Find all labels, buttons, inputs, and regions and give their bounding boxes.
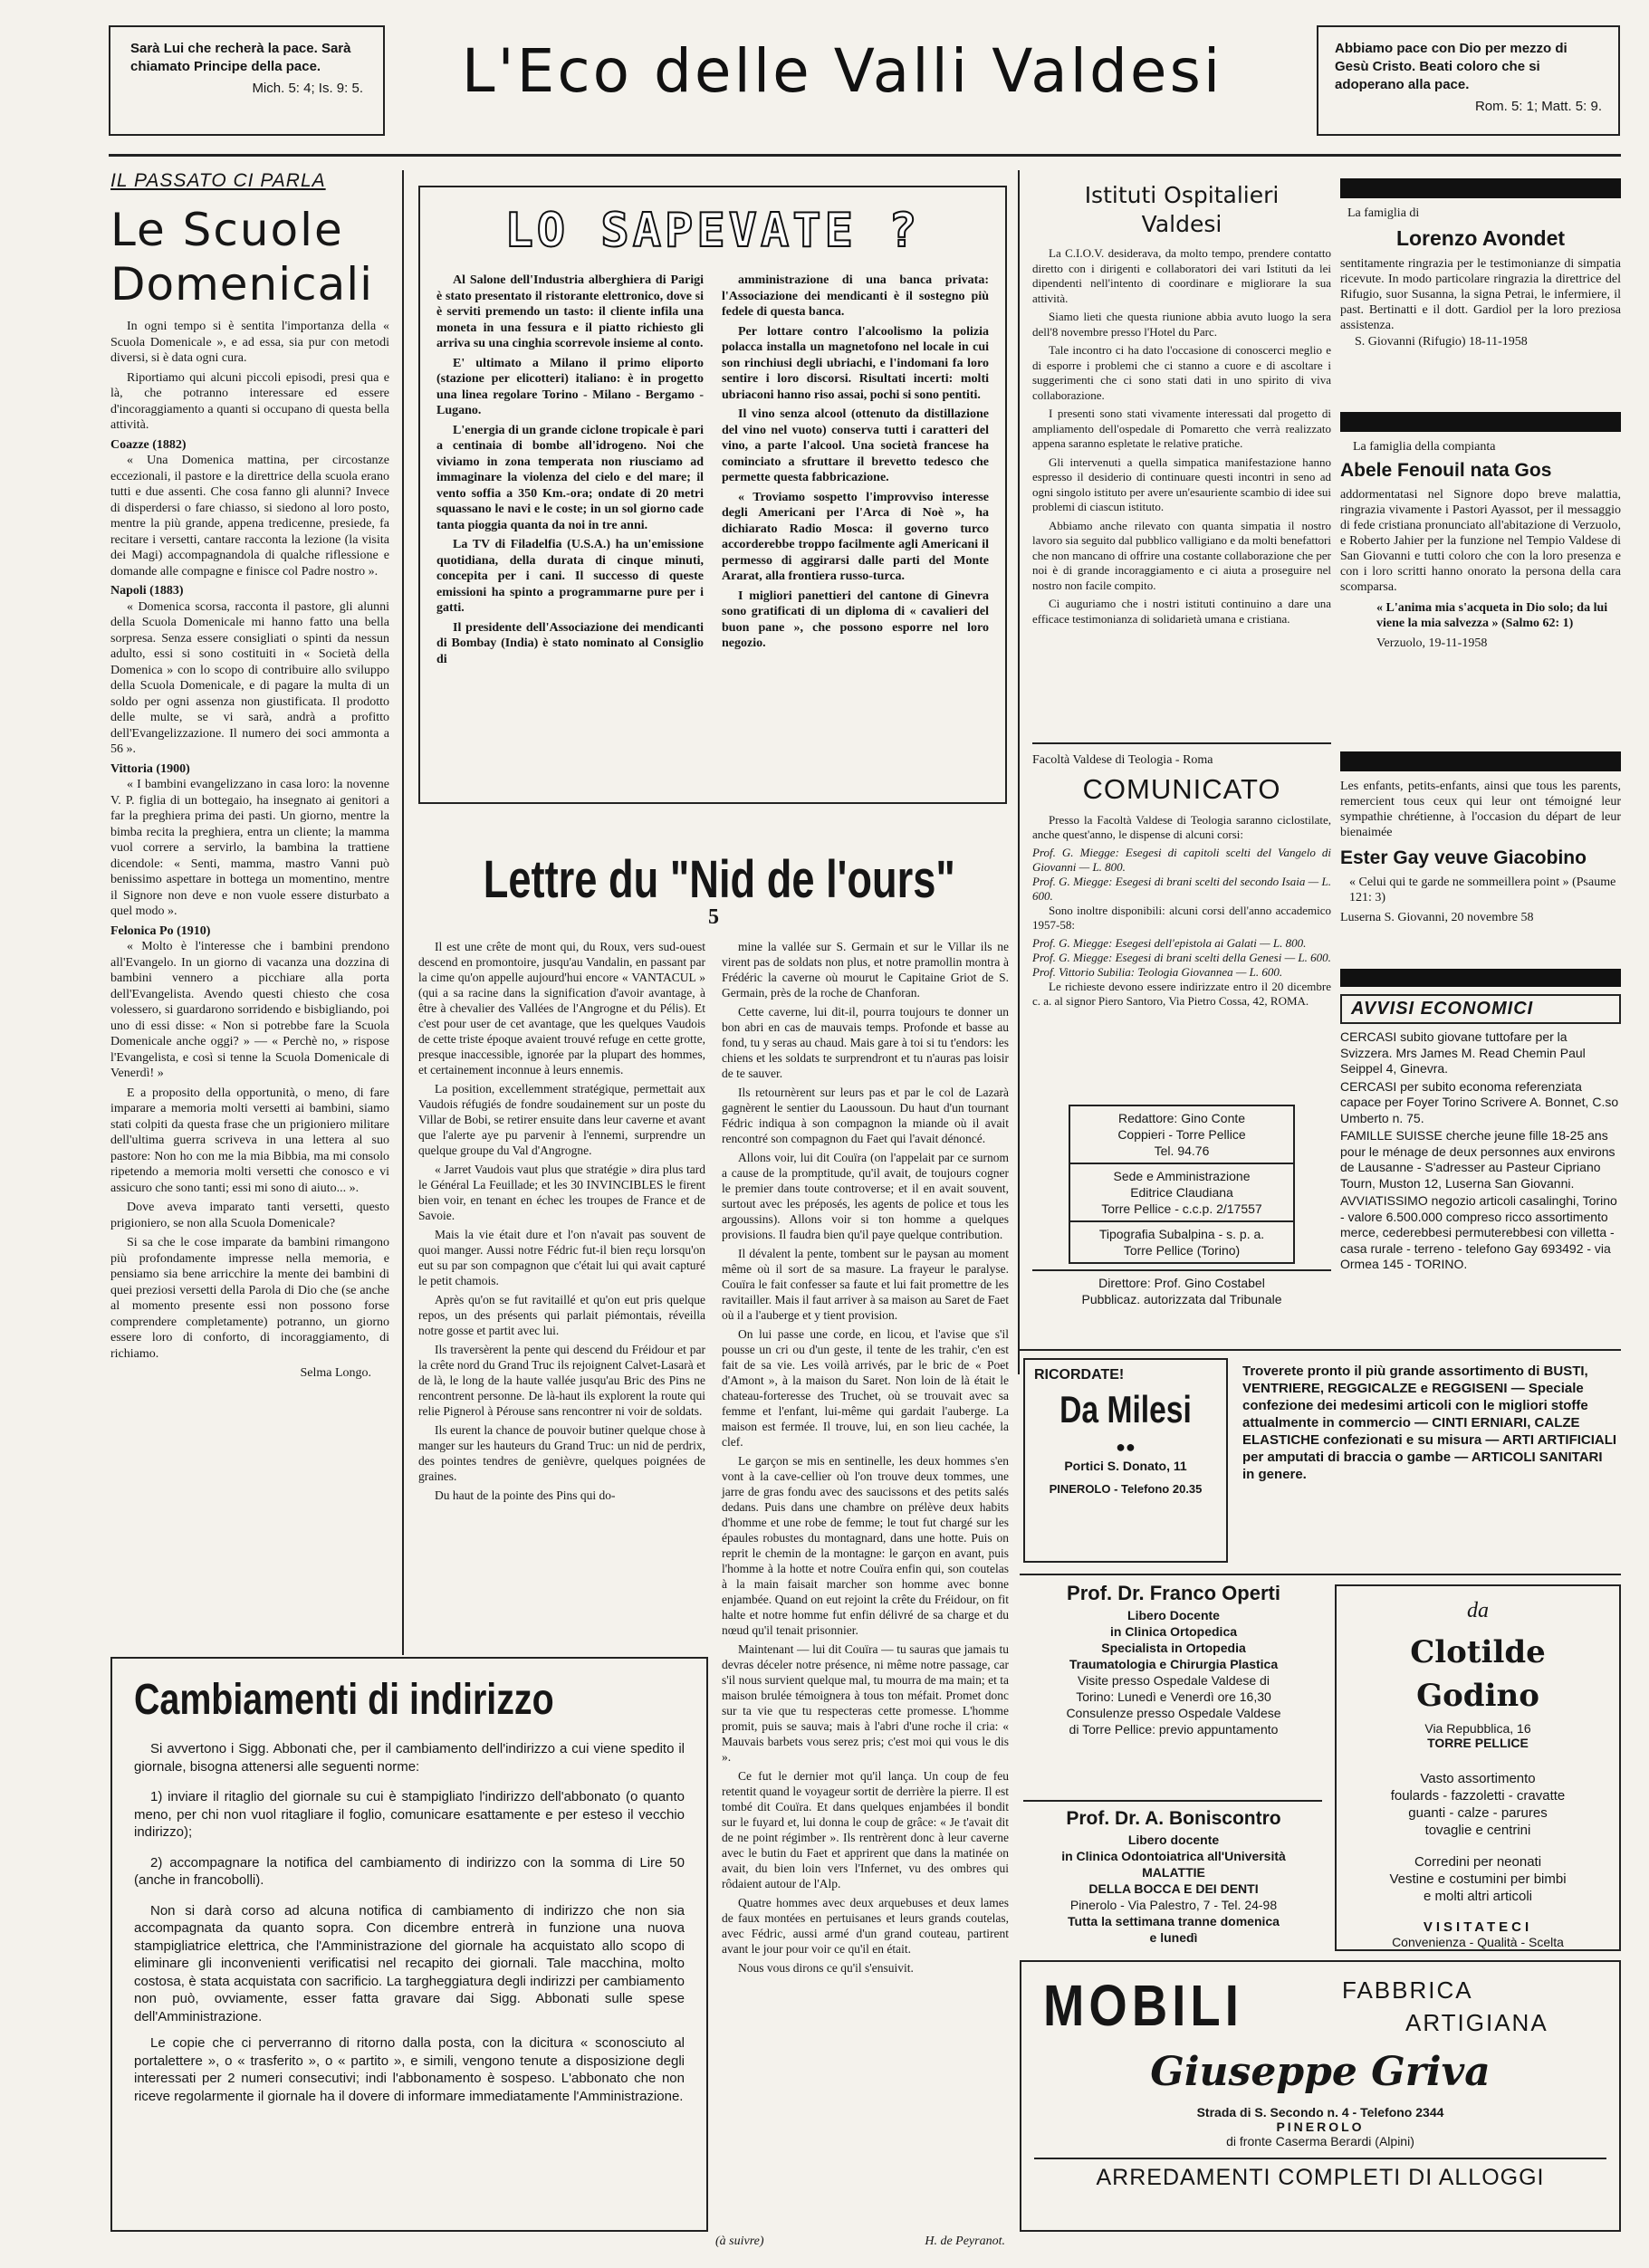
sapevate-title: LO SAPEVATE ? xyxy=(504,204,921,258)
godino-line: Vestine e costumini per bimbi xyxy=(1389,1871,1567,1887)
lettre-footer xyxy=(715,2235,1005,2249)
sapevate-item: I migliori panettieri del cantone di Ginevra sono gratificati di un diploma di « cavalieri del buon pane », che possono esporre nel loro negozio. xyxy=(722,589,989,650)
lettre-para: « Jarret Vaudois vaut plus que stratégie » dira plus tard le Général La Feuillade; et les 30 INVINCIBLES le firent bien voir, en tenant en échec les troupes de France et de Savoie. xyxy=(418,1163,705,1222)
mobili-fabbrica: FABBRICA xyxy=(1342,1976,1473,2004)
redazione-line: Editrice Claudiana xyxy=(1130,1185,1233,1200)
cambiamenti-box xyxy=(110,1657,708,2232)
lettre-number: 5 xyxy=(708,905,719,929)
cambiamenti-title: Cambiamenti di indirizzo xyxy=(134,1676,554,1724)
operti-line: in Clinica Ortopedica xyxy=(1109,1624,1238,1639)
godino-name: Clotilde Godino xyxy=(1410,1634,1546,1714)
mobili-ad xyxy=(1020,1960,1621,2232)
cambiamenti-para: Non si darà corso ad alcuna notifica di cambiamento di indirizzo che non sia accompagnata da quanto sopra. Con dicembre entrerà in funzione una nuova stampigliatrice elettrica, che l'Amministrazione del giornale ha acquistato allo scopo di eliminare gli inconvenienti verificatisi nel recapito dei giornali. Tale macchina, molto costosa, è stata acquistata con sacrificio. La targheggiatura degli indirizzi per cambiamento non può, ovviamente, esser fatta gravare dai Sigg. Abbonati sulle spese dell'Amministrazione. xyxy=(134,1902,685,2024)
sapevate-item: L'energia di un grande ciclone tropicale è pari a centinaia di bombe all'idrogeno. Noi che viviamo in zona temperata non riusciamo ad immaginare la violenza del cielo e del mare; il vento soffia a 350 Km.-ora; ondate di 20 metri squassano le navi e le coste; in un sol giorno cade tanta pioggia quanta da noi in tre anni. xyxy=(436,423,704,532)
istituti-article xyxy=(1032,181,1331,630)
scuole-title-1: Le Scuole xyxy=(110,204,344,256)
right-quote-ref: Rom. 5: 1; Matt. 5: 9. xyxy=(1474,99,1602,114)
scuole-para: « Una Domenica mattina, per circostanze eccezionali, il pastore e la direttrice della scuola erano tutti e due assenti. Che cosa fanno gli alunni? Invece di disperdersi o fare chiasso, si siedono al loro posto, mentre la più grande, appena tredicenne, presiede, fa recitare i versetti, cantare racconta la lezione (la visita dei Magi) accompagnandola di qualche riflessione e domande alle compagne e finisce col Padre nostro ». xyxy=(110,454,389,579)
left-quote-ref: Mich. 5: 4; Is. 9: 5. xyxy=(252,81,363,96)
operti-line: di Torre Pellice: previo appuntamento xyxy=(1069,1722,1279,1737)
facolta-body xyxy=(1032,813,1331,1009)
masthead-divider xyxy=(109,154,1621,157)
boniscontro-line: MALATTIE xyxy=(1142,1865,1205,1880)
milesi-name: Da Milesi xyxy=(1059,1388,1192,1431)
scuole-subhead: Vittoria (1900) xyxy=(110,761,190,776)
scuole-para: Si sa che le cose imparate da bambini rimangono più profondamente impresse nella memoria, e pensiamo sia bene arricchire la mente dei bambini di quei preziosi versetti della Parola di Dio che (se anche al momento presente essi non possono forse comprendere completamente) potranno, un giorno essere loro di conforto, di incoraggiamento, di richiamo. xyxy=(110,1236,389,1361)
lettre-para: Maintenant — lui dit Couïra — tu sauras que jamais tu devras déceler notre présence, ni même notre passage, car s'il nous survient quelque mal, tu mourra de ma main; et ta maison brulée témoignera à tous ton méfait. Promet donc sur ta vie que tu respecteras cette promesse. L'homme promit, puis se sauva; mais à l'abri d'une roche il cria: « Mauvais barbets vous serez pris; c'est moi qui vous le dis ». xyxy=(722,1642,1009,1764)
istituti-para: Tale incontro ci ha dato l'occasione di conoscerci meglio e di esporre i problemi che ci stanno a cuore e di ascoltare i suggerimenti che ci sono stati dati in uno spirito di viva collaborazione. xyxy=(1032,343,1331,402)
lettre-para: Il dévalent la pente, tombent sur le paysan au moment même où il sort de sa masure. La frayeur le paralyse. Couïra le fait confesser sa faute et lui fait promettre de les ravitailler. Mais il faut arriver à sa maison au Saret de Faet où il a l'auberge et y tient provision. xyxy=(722,1247,1009,1322)
left-quote-box xyxy=(109,25,385,136)
lettre-para: Ils traversèrent la pente qui descend du Fréidour et par la crête nord du Grand Truc ils rejoignent Calvet-Lasarà et de là, le long de la haute vallée jusqu'au Bric des Pins ne rencontrent personne. De là-haut ils explorent la route qui relie Pignerol à Pérouse sans rencontrer ni voir de soldats. xyxy=(418,1343,705,1418)
redazione-line: Torre Pellice - c.c.p. 2/17557 xyxy=(1101,1201,1262,1216)
sapevate-box xyxy=(418,186,1007,804)
mobili-footer: ARREDAMENTI COMPLETI DI ALLOGGI xyxy=(1034,2158,1606,2191)
godino-tagline: Convenienza - Qualità - Scelta xyxy=(1392,1935,1564,1949)
milesi-city: PINEROLO - Telefono 20.35 xyxy=(1049,1482,1203,1496)
sapevate-col-2 xyxy=(722,273,989,671)
milesi-dots-icon: ●● xyxy=(1116,1438,1136,1456)
redazione-line: Redattore: Gino Conte xyxy=(1117,1111,1246,1125)
boniscontro-line: Tutta la settimana tranne domenica xyxy=(1068,1914,1280,1928)
scuole-para: In ogni tempo si è sentita l'importanza della « Scuola Domenicale », e ad essa, sia pur con metodi diversi, si è data ogni cura. xyxy=(110,320,389,365)
lettre-para: Cette caverne, lui dit-il, pourra toujours te donner un bon abri en cas de mauvais temps. Profonde et basse au fond, tu y seras au chaud. Mais gare à toi si tu t'endors: les chiens et les soldats te surprendront et tu n'auras pas loisir de te sauver. xyxy=(722,1005,1009,1080)
lettre-para: Ce fut le dernier mot qu'il lança. Un coup de feu retentit quand le voyageur sortit de derrière la pierre. Il est tombé dit Couïra. Et dans quelques enjambées il bondit sur le fuyard et, lui donna le coup de grâce: « Je t'avait dit de ne point régimber ». Ils rentrèrent donc à leur caverne avec le butin du Faet et apprirent que dans la matinée on avait, du bien loin vers l'Infernet, vu des ombres qui rôdaient autour de l'Alp. xyxy=(722,1769,1009,1890)
scuole-para: E a proposito della opportunità, o meno, di fare imparare a memoria molti versetti ai bambini, siamo stati colpiti da questa frase che un prigioniero militare dell'ultima guerra scriveva in una lettera al suo pastore: Non ho con me la mia Bibbia, ma mi consolo ripetendo a memoria molti versetti che conosco e vi assicuro che sono tanti; essi mi sono di aiuto... ». xyxy=(110,1086,389,1195)
sapevate-item: Il presidente dell'Associazione dei mendicanti di Bombay (India) è stato nominato al Consiglio di xyxy=(436,620,704,666)
avvisi-item: AVVIATISSIMO negozio articoli casalinghi, Torino - valore 6.500.000 compreso ricco assortimento merce, cederebbesi permuterebbesi con villetta - casa rurale - terreno - telefono Gay 693492 - via Ormea 145 - TORINO. xyxy=(1340,1193,1617,1271)
right-quote-box xyxy=(1317,25,1620,136)
sapevate-item: Per lottare contro l'alcoolismo la polizia polacca installa un magnetofono nel locale in cui son rinchiusi degli ubriachi, e l'indomani fa loro sentire i loro discorsi. Risultati incerti: molti ubriaconi hanno riso assai, pochi si sono pentiti. xyxy=(722,324,989,402)
facolta-line: Prof. Vittorio Subilia: Teologia Giovannea — L. 600. xyxy=(1032,965,1283,979)
lettre-para: Quatre hommes avec deux arquebuses et deux lames de faux montées en pertuisanes et leurs grands coutelas, avec Fédric, aussi armé d'un grand couteau, partirent avant le jour pour voir ce qu'il en était. xyxy=(722,1896,1009,1956)
godino-line: tovaglie e centrini xyxy=(1424,1823,1531,1838)
mourning-bar xyxy=(1340,969,1621,987)
lettre-para: Le garçon se mis en sentinelle, les deux hommes s'en vont à la cave-cellier où l'on trouve deux tommes, une jarre de gras fondu avec des saucissons et des petits salés dedans. Puis dans une chambre on prélève deux habits d'homme et une robe de femme; le tout fut chargé sur les épaules robustes du montagnard, dans une hotte. Puis on reprit le chemin de la montagne: le garçon en avant, puis l'homme à la hotte et notre Couïra enfin qui, son coutelas à la main faisait marcher son homme avec bonne enjambée. Quand on eut rejoint la crête du Fréidour, on fit halte et notre homme fut enfin délivré de sa charge et du nœud qu'il tenait prisonnier. xyxy=(722,1454,1009,1637)
avvisi-title: AVVISI ECONOMICI xyxy=(1340,994,1621,1024)
lettre-para: Allons voir, lui dit Couïra (on l'appelait par ce surnom a cause de la promptitude, qu'il avait, de toujours cogner le premier dans toute controverse; et il en avait souvent, surtout avec les préposés, les agents de police et tous les argoussins). Allons voir si ton homme a quelques provisions. Il faudra bien qu'il paye quelque contribution. xyxy=(722,1151,1009,1241)
operti-line: Specialista in Ortopedia xyxy=(1101,1641,1246,1655)
gay-text: Les enfants, petits-enfants, ainsi que tous les parents, remercient tous ceux qui leur ont témoigné leur sympathie chrétienne, à l'occasion du départ de leur bienaimée xyxy=(1340,780,1621,839)
mobili-owner: Giuseppe Griva xyxy=(1150,2049,1491,2095)
section-rule xyxy=(1020,1574,1621,1575)
lettre-para: Nous vous dirons ce qu'il s'ensuivit. xyxy=(738,1961,914,1975)
boniscontro-line: in Clinica Odontoiatrica all'Università xyxy=(1061,1849,1286,1863)
redazione-line: Sede e Amministrazione xyxy=(1113,1169,1251,1183)
avondet-notice xyxy=(1340,206,1621,349)
istituti-para: Siamo lieti che questa riunione abbia avuto luogo la sera dell'8 novembre presso l'Hotel du Parc. xyxy=(1032,310,1331,339)
milesi-ad xyxy=(1023,1358,1228,1563)
lettre-para: Après qu'on se fut ravitaillé et qu'on eut pris quelque repos, un des présents qui parlait piémontais, réveilla notre gosse et partit avec lui. xyxy=(418,1293,705,1337)
facolta-line: Prof. G. Miegge: Esegesi dell'epistola ai Galati — L. 800. xyxy=(1032,936,1307,950)
facolta-kicker: Facoltà Valdese di Teologia - Roma xyxy=(1032,753,1213,767)
scuole-signature: Selma Longo. xyxy=(300,1366,371,1380)
fenouil-place: Verzuolo, 19-11-1958 xyxy=(1376,636,1488,650)
operti-line: Consulenze presso Ospedale Valdese xyxy=(1066,1706,1281,1720)
redazione-line: Tipografia Subalpina - s. p. a. xyxy=(1098,1227,1265,1241)
scuole-body xyxy=(110,319,389,1382)
lettre-suivre: (à suivre) xyxy=(715,2235,764,2248)
scuole-subhead: Felonica Po (1910) xyxy=(110,923,211,938)
milesi-kicker: RICORDATE! xyxy=(1034,1367,1125,1383)
redazione-tipografia-box xyxy=(1069,1222,1295,1264)
godino-line: e molti altri articoli xyxy=(1423,1889,1533,1904)
section-rule xyxy=(1020,1349,1621,1351)
lettre-para: La position, excellemment stratégique, permettait aux Vaudois réfugiés de fondre soudainement sur un poste du Villar de Bobi, se retirer ensuite dans leur caverne et avant que l'alerte aye pu parvenir à l'ennemi, surprendre un quelque groupe du Val d'Angrogne. xyxy=(418,1082,705,1157)
godino-ad xyxy=(1335,1584,1621,1951)
istituti-para: Abbiamo anche rilevato con quanta simpatia il nostro lavoro sia seguito dal pubblico valligiano e da molti benefattori che non mancano di offrire una costante collaborazione che per noi è di grande incoraggiamento e ci aiuta a proseguire nel nostro non facile compito. xyxy=(1032,518,1331,592)
lettre-para: Ils eurent la chance de pouvoir butiner quelque chose à manger sur les hauteurs du Grand Truc: un nid de perdrix, des pointes tendres de genièvre, quelques poignées de graines. xyxy=(418,1423,705,1483)
scuole-para: Riportiamo qui alcuni piccoli episodi, presi qua e là, che potranno interessare ed essere d'incoraggiamento a quanti si occupano di questa bella attività. xyxy=(110,370,389,432)
mobili-artigiana: ARTIGIANA xyxy=(1405,2009,1548,2036)
sapevate-item: E' ultimato a Milano il primo eliporto (stazione per elicotteri) italiano: è in progetto una linea regolare Torino - Milano - Bergamo - Lugano. xyxy=(436,356,704,417)
redazione-editor-box xyxy=(1069,1105,1295,1164)
gay-notice xyxy=(1340,779,1621,925)
avondet-text: sentitamente ringrazia per le testimonianze di simpatia ricevute. In modo particolare ringrazia la direttrice del Rifugio, suor Susanna, la signa Petrai, le infermiere, il past. Bertinatti e il dott. Gardiol per la loro preziosa assistenza. xyxy=(1340,257,1621,332)
mobili-city: PINEROLO xyxy=(1276,2120,1365,2134)
avvisi-section xyxy=(1340,994,1621,1273)
avondet-name: Lorenzo Avondet xyxy=(1395,226,1566,250)
istituti-para: La C.I.O.V. desiderava, da molto tempo, prendere contatto diretto con i dirigenti e collaboratori dei vari Istituti da lei dipendenti nell'intento di coordinare e migliorare la sua attività. xyxy=(1032,246,1331,305)
left-quote: Sarà Lui che recherà la pace. Sarà chiamato Principe della pace. xyxy=(130,41,351,74)
scuole-article xyxy=(110,170,389,1382)
lettre-para: mine la vallée sur S. Germain et sur le Villar ils ne virent pas de soldats non plus, et notre pramollin montra à Frédéric la caverne où mourut le Capitaine Griot de S. Germain, près de la roche de Chanforan. xyxy=(722,940,1009,1000)
scuole-para: « Domenica scorsa, racconta il pastore, gli alunni della Scuola Domenicale mi hanno fatto una bella sorpresa. Senza essere consigliati o spinti da nessun adulto, essi si sono costituiti in « Società della Domenica » con lo scopo di contribuire allo sviluppo della Scuola Domenicale, e di pagare la multa di un soldo per ogni assenza non giustificata. Il prodotto delle multe, se vi sarà, andrà a profitto dell'Evangelizzazione. Il numero dei soci ammonta a 56 ». xyxy=(110,599,389,756)
gay-place: Luserna S. Giovanni, 20 novembre 58 xyxy=(1340,911,1534,924)
istituti-body xyxy=(1032,246,1331,627)
lettre-para: Mais la vie était dure et l'on n'avait pas souvent de quoi manger. Aussi notre Fédric fut-il bien reçu lorsqu'on eut su par son compagnon que c'était lui qui avait capturé le petit chamois. xyxy=(418,1228,705,1287)
operti-line: Libero Docente xyxy=(1127,1608,1220,1622)
redazione-line: Coppieri - Torre Pellice xyxy=(1117,1127,1246,1142)
section-rule xyxy=(1023,1800,1322,1802)
boniscontro-line: e lunedì xyxy=(1149,1930,1198,1945)
boniscontro-line: Libero docente xyxy=(1127,1833,1220,1847)
mobili-word: MOBILI xyxy=(1043,1973,1243,2038)
cambiamenti-body xyxy=(134,1740,685,2105)
godino-city: TORRE PELLICE xyxy=(1427,1736,1529,1750)
istituti-title-2: Valdesi xyxy=(1141,211,1222,237)
masthead-title: L'Eco delle Valli Valdesi xyxy=(461,36,1223,106)
avvisi-item: CERCASI per subito economa referenziata capace per Foyer Torino Scrivere A. Bonnet, C.so Umberto n. 75. xyxy=(1340,1078,1619,1125)
operti-name: Prof. Dr. Franco Operti xyxy=(1067,1582,1280,1604)
avvisi-list xyxy=(1340,1029,1621,1273)
cambiamenti-para: Si avvertono i Sigg. Abbonati che, per il cambiamento dell'indirizzo a cui viene spedito il giornale, bisogna attenersi alle seguenti norme: xyxy=(134,1741,685,1775)
operti-line: Traumatologia e Chirurgia Plastica xyxy=(1069,1657,1279,1671)
cambiamenti-para: Le copie che ci perverranno di ritorno dalla posta, con la dicitura « sconosciuto al portalettere », o « trasferito », o « partito », e simili, vengono tenute a disposizione degli interessati per 2 numeri consecutivi; indi l'abbonamento è sospeso. L'abbonato che non riceve regolarmente il giornale ha il dovere di informare immediatamente l'Amministrazione. xyxy=(134,2035,685,2104)
scuole-title-2: Domenicali xyxy=(110,258,374,311)
redazione-line: Torre Pellice (Torino) xyxy=(1123,1243,1241,1258)
facolta-line: Prof. G. Miegge: Esegesi di brani scelti della Genesi — L. 600. xyxy=(1032,951,1331,964)
redazione-director: Direttore: Prof. Gino Costabel xyxy=(1032,1269,1331,1291)
lettre-para: On lui passe une corde, en licou, et l'avise que s'il pousse un cri ou d'un geste, il tente de les trahir, c'en est fait de sa vie. Les voilà arrivés, par le bric de « Poet d'Amont », à la maison du Saret. Non loin de là était le chateau-forteresse des Truchet, où se trouvait avec sa femme et l'enfant, lui-même qui gardait l'auberge. La maison est fermée. Il trouve, lui, en son lieu cachée, la clef. xyxy=(722,1327,1009,1449)
godino-line: foulards - fazzoletti - cravatte xyxy=(1390,1788,1566,1804)
facolta-line: Prof. G. Miegge: Esegesi di capitoli scelti del Vangelo di Giovanni — L. 800. xyxy=(1032,846,1331,874)
redazione-sede-box xyxy=(1069,1164,1295,1222)
fenouil-notice xyxy=(1340,440,1621,651)
scuole-para: « Molto è l'interesse che i bambini prendono all'Evangelo. In un giorno di vacanza una dozzina di bambini vennero a picchiare alla porta dell'Evangelista. Avendo questi chiesto che cosa volessero, si guardarono sorridendo e bisbigliando, poi uno di essi disse: « Non si potrebbe fare la Scuola Domenicale anche oggi? » — « Perchè no, » rispose l'Evangelista, e così si tenne la Scuola Domenicale di Venerdì! » xyxy=(110,940,389,1080)
operti-ad xyxy=(1020,1580,1328,1737)
mobili-header xyxy=(1034,1971,1606,2042)
istituti-para: I presenti sono stati vivamente interessati dal progetto di ampliamento dell'ospedale di Pomaretto che verrà realizzato appena saranno espletate le relative pratiche. xyxy=(1032,407,1331,450)
sapevate-item: Il vino senza alcool (ottenuto da distillazione del vino nel vuoto) conserva tutti i caratteri del vino, a parte l'alcool. Una società francese ha cominciato a sfruttare il brevetto tedesco che permette questa fabbricazione. xyxy=(722,407,989,484)
mobili-address: Strada di S. Secondo n. 4 - Telefono 2344 xyxy=(1196,2105,1444,2120)
cambiamenti-para: 1) inviare il ritaglio del giornale su cui è stampigliato l'indirizzo dell'abbonato (o quanto meno, per chi non vuol ritagliare il foglio, comunicare esattamente e per esteso il vecchio indirizzo); xyxy=(134,1789,685,1840)
godino-line: Vasto assortimento xyxy=(1420,1771,1536,1786)
sapevate-item: « Troviamo sospetto l'improvviso interesse degli Americani per l'Arca di Noè », ha dichiarato Radio Mosca: il governo turco accorderebbe troppo facilmente agli Americani il permesso di aggirarsi dalle parti del Monte Ararat, alla frontiera russo-turca. xyxy=(722,490,989,583)
scuole-para: Dove aveva imparato tanti versetti, questo prigioniero, se non alla Scuola Domenicale? xyxy=(110,1201,389,1230)
avondet-intro: La famiglia di xyxy=(1347,206,1420,220)
facolta-line: Presso la Facoltà Valdese di Teologia saranno ciclostilate, anche quest'anno, le dispense di alcuni corsi: xyxy=(1032,813,1331,841)
operti-line: Visite presso Ospedale Valdese di xyxy=(1078,1673,1270,1688)
facolta-title: COMUNICATO xyxy=(1082,773,1281,805)
right-quote: Abbiamo pace con Dio per mezzo di Gesù Cristo. Beati coloro che si adoperano alla pace. xyxy=(1335,41,1568,92)
mourning-bar xyxy=(1340,178,1621,198)
mourning-bar xyxy=(1340,751,1621,771)
scuole-para: « I bambini evangelizzano in casa loro: la novenne V. P. figlia di un bottegaio, ha insegnato ai genitori a far la preghiera prima dei pasti. Un giorno, mentre la bimba recita la preghiera, entra un cliente; la mamma vuol correre a servirlo, la bambina la trattiene dicendole: « Senti, mamma, mastro Vanni può benissimo aspettare in bottega un momentino, mentre il Signore non deve e non vuole essere disturbato a quel modo ». xyxy=(110,778,389,918)
sapevate-item: amministrazione di una banca privata: l'Associazione dei mendicanti è il sostegno più fedele di questa banca. xyxy=(722,273,989,319)
godino-visit: VISITATECI xyxy=(1423,1919,1533,1935)
avvisi-item: FAMILLE SUISSE cherche jeune fille 18-25 ans pour le ménage de deux personnes aux environs de Lausanne - S'adresser au Pasteur Cipriano Tourn, Muston 12, Luserna San Giovanni. xyxy=(1340,1128,1615,1191)
boniscontro-name: Prof. Dr. A. Boniscontro xyxy=(1066,1808,1281,1829)
milesi-text: Troverete pronto il più grande assortimento di BUSTI, VENTRIERE, REGGICALZE e REGGISENI — Speciale confezione dei medesimi articoli con le migliori stoffe attualmente in commercio — CINTI ERNIARI, CALZE ELASTICHE confezionati e su misura — ARTI ARTIFICIALI per amputati di braccia o gambe — ARTICOLI SANITARI in genere. xyxy=(1242,1364,1617,1482)
facolta-article xyxy=(1032,753,1331,1012)
facolta-line: Sono inoltre disponibili: alcuni corsi dell'anno accademico 1957-58: xyxy=(1032,904,1331,932)
scuole-kicker: IL PASSATO CI PARLA xyxy=(110,170,326,191)
section-rule xyxy=(1032,742,1331,744)
mourning-bar xyxy=(1340,412,1621,432)
facolta-line: Le richieste devono essere indirizzate entro il 20 dicembre c. a. al signor Piero Santoro, Via Pietro Cossa, 42, ROMA. xyxy=(1032,980,1331,1008)
facolta-line: Prof. G. Miegge: Esegesi di brani scelti del secondo Isaia — L. 600. xyxy=(1032,875,1331,903)
istituti-para: Ci auguriamo che i nostri istituti continuino a dare una efficace testimonianza di solidarietà umana e cristiana. xyxy=(1032,597,1331,626)
avondet-place: S. Giovanni (Rifugio) 18-11-1958 xyxy=(1355,335,1528,349)
lettre-para: Il est une crête de mont qui, du Roux, vers sud-ouest descend en promontoire, jusqu'au Vandalin, en passant par la cime qu'on appelle aujourd'hui encore « VANTACUL » (qui a sa racine dans la signification d'avoir avantage, à être à chevalier des Vallées de l'Angrogne et du Pélis). Et c'est pour user de cet avantage, que les quelques Vaudois de cette triste époque avaient trouvé refuge en cette grotte, presque inaccessible, ignorée par la plupart des hommes, et certainement inconnue à leurs ennemis. xyxy=(418,940,705,1077)
boniscontro-line: Pinerolo - Via Palestro, 7 - Tel. 24-98 xyxy=(1069,1898,1278,1912)
avvisi-item: CERCASI subito giovane tuttofare per la Svizzera. Mrs James M. Read Chemin Paul Seippel 4, Ginevra. xyxy=(1340,1029,1586,1076)
godino-da: da xyxy=(1467,1599,1489,1622)
istituti-para: Gli intervenuti a quella simpatica manifestazione hanno espresso il desiderio di continuare questi incontri in seno ad ogni singolo istituto per avere un'esauriente scambio di idee sui problemi di ciascun istituto. xyxy=(1032,455,1331,513)
lettre-para: Ils retournèrent sur leurs pas et par le col de Lazarà gagnèrent le sentier du Laoussoun. Du haut d'un tournant Fédric indiqua à son compagnon la miande où il avait rencontré son compagnon du Faet qui l'avait dénoncé. xyxy=(722,1086,1009,1145)
gay-name: Ester Gay veuve Giacobino xyxy=(1340,847,1587,868)
gay-verse: « Celui qui te garde ne sommeillera point » (Psaume 121: 3) xyxy=(1349,876,1616,904)
milesi-address: Portici S. Donato, 11 xyxy=(1064,1459,1187,1473)
sapevate-item: Al Salone dell'Industria alberghiera di Parigi è stato presentato il ristorante elettronico, dove si è serviti premendo un tasto: il cliente infila una moneta in una fessura e il piatto richiesto gli arriva su una cinghia scorrevole insieme al conto. xyxy=(436,273,704,350)
godino-line: guanti - calze - parures xyxy=(1408,1805,1548,1821)
godino-address: Via Repubblica, 16 xyxy=(1424,1721,1531,1736)
scuole-subhead: Napoli (1883) xyxy=(110,584,184,598)
redazione-line: Tel. 94.76 xyxy=(1154,1144,1210,1158)
fenouil-verse: « L'anima mia s'acqueta in Dio solo; da lui viene la mia salvezza » (Salmo 62: 1) xyxy=(1376,601,1608,630)
redazione-section xyxy=(1032,1105,1331,1307)
godino-line: Corredini per neonati xyxy=(1414,1854,1542,1870)
istituti-title-1: Istituti Ospitalieri xyxy=(1084,182,1280,208)
cambiamenti-para: 2) accompagnare la notifica del cambiamento di indirizzo con la somma di Lire 50 (anche in francobolli). xyxy=(134,1854,685,1888)
sapevate-item: La TV di Filadelfia (U.S.A.) ha un'emissione quotidiana, della durata di cinque minuti, concepita per i cani. Il successo di queste emissioni ha spinto a programmarne pure per i gatti. xyxy=(436,538,704,615)
lettre-title: Lettre du "Nid de l'ours" xyxy=(483,850,955,909)
scuole-subhead: Coazze (1882) xyxy=(110,437,187,452)
redazione-authorization: Pubblicaz. autorizzata dal Tribunale xyxy=(1081,1292,1282,1306)
sapevate-col-1 xyxy=(436,273,704,671)
column-rule xyxy=(1018,170,1020,1374)
lettre-signature: H. de Peyranot. xyxy=(925,2235,1005,2248)
lettre-para: Du haut de la pointe des Pins qui do- xyxy=(435,1488,616,1502)
sapevate-columns xyxy=(436,273,989,671)
operti-line: Torino: Lunedì e Venerdì ore 16,30 xyxy=(1076,1689,1271,1704)
mobili-caserma: di fronte Caserma Berardi (Alpini) xyxy=(1226,2134,1414,2148)
fenouil-name: Abele Fenouil nata Gos xyxy=(1340,460,1552,481)
column-rule xyxy=(402,170,404,1655)
boniscontro-ad xyxy=(1020,1806,1328,1946)
fenouil-intro: La famiglia della compianta xyxy=(1353,440,1496,454)
fenouil-text: addormentatasi nel Signore dopo breve malattia, ringrazia vivamente i Pastori Ayassot, per il messaggio di fede cristiana pronunciato all'abitazione di Verzuolo, e Roberto Jahier per la funzione nel Tempio Valdese di San Giovanni e tutti coloro che con la loro presenza e con i loro scritti hanno onorato la persona della cara scomparsa. xyxy=(1340,488,1621,594)
lettre-col-2 xyxy=(722,939,1009,1979)
boniscontro-line: DELLA BOCCA E DEI DENTI xyxy=(1088,1881,1259,1896)
